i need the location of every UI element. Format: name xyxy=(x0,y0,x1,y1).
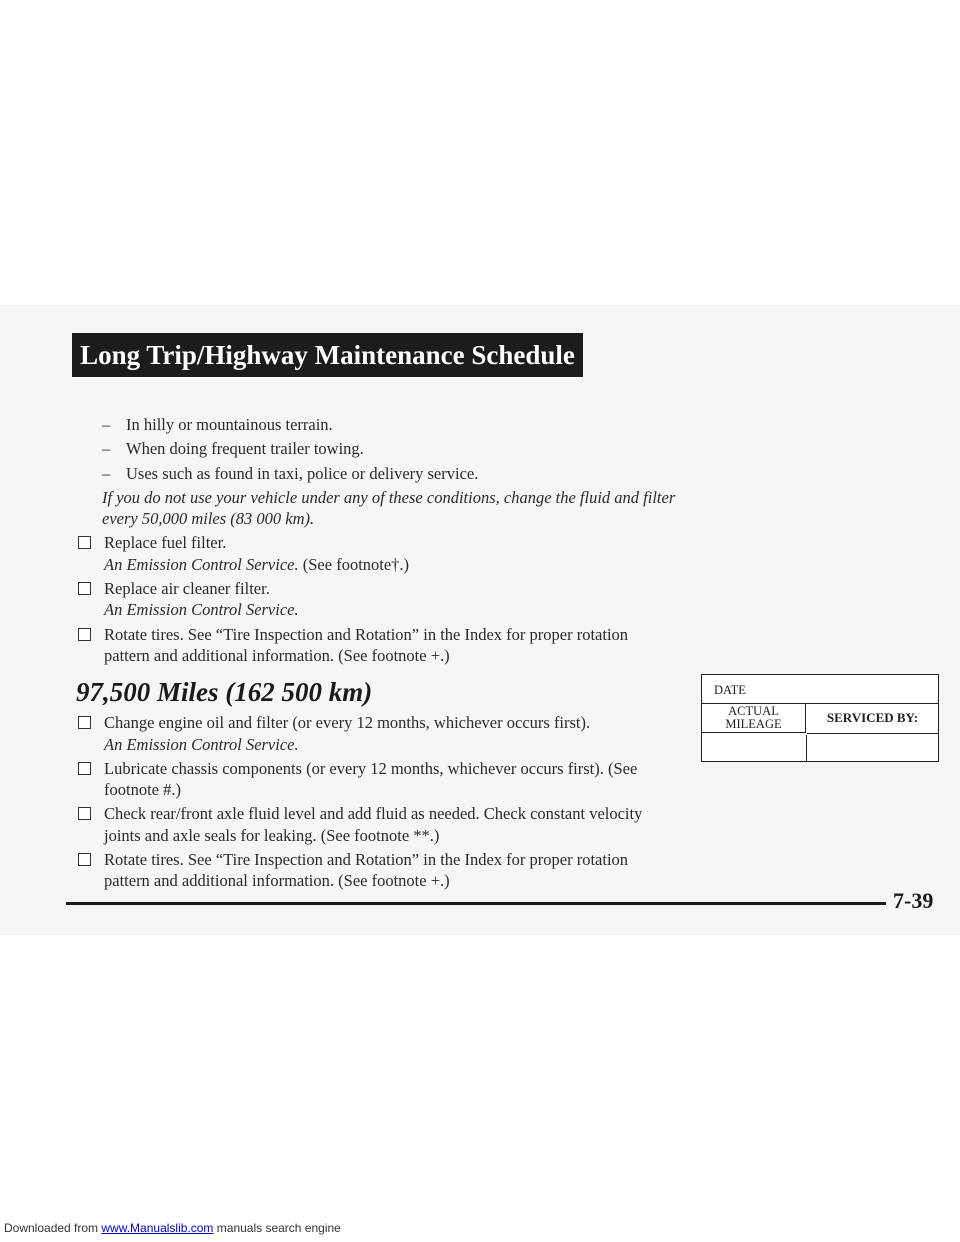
condition-text: Uses such as found in taxi, police or delivery service. xyxy=(126,463,479,483)
dash-bullet: – xyxy=(102,415,111,434)
emission-note: An Emission Control Service. xyxy=(104,554,299,574)
footnote-ref: (See footnote†.) xyxy=(298,554,410,574)
dash-bullet: – xyxy=(102,439,111,459)
download-footer xyxy=(4,1221,341,1235)
checklist-item xyxy=(76,532,676,575)
item-text: Replace air cleaner filter. xyxy=(104,579,270,599)
checklist-item xyxy=(76,849,676,892)
dash-bullet: – xyxy=(102,463,111,483)
checkbox-icon[interactable] xyxy=(78,628,91,641)
item-text: Rotate tires. See “Tire Inspection and Rotation” in the Index for proper rotation pattern and additional information. (See footnote +.) xyxy=(104,850,629,891)
page-title: Long Trip/Highway Maintenance Schedule xyxy=(72,333,583,377)
date-label: DATE xyxy=(714,683,746,697)
list-item xyxy=(76,414,676,435)
condition-text: In hilly or mountainous terrain. xyxy=(126,415,333,434)
manualslib-link[interactable]: www.Manualslib.com xyxy=(101,1221,214,1235)
serviced-by-header: SERVICED BY: xyxy=(807,703,938,734)
item-text: Rotate tires. See “Tire Inspection and Rotation” in the Index for proper rotation pattern and additional information. (See footnote +.) xyxy=(104,624,629,665)
checklist-item xyxy=(76,578,676,621)
mileage-header xyxy=(702,703,806,733)
checkbox-icon[interactable] xyxy=(78,853,91,866)
footer-prefix: Downloaded from xyxy=(4,1221,102,1235)
list-item xyxy=(76,463,676,484)
checklist-item xyxy=(76,803,676,846)
item-text: Check rear/front axle fluid level and add fluid as needed. Check constant velocity joints and axle seals for leaking. (See footnote **.) xyxy=(104,804,643,845)
footer-rule xyxy=(66,902,886,905)
checkbox-icon[interactable] xyxy=(78,582,91,595)
condition-text: When doing frequent trailer towing. xyxy=(126,439,364,459)
checklist-item xyxy=(76,712,676,755)
item-text: Replace fuel filter. xyxy=(104,533,227,553)
item-text: Change engine oil and filter (or every 12 months, whichever occurs first). xyxy=(104,713,591,733)
serviced-by-field[interactable] xyxy=(807,735,938,761)
date-field[interactable] xyxy=(702,675,938,704)
emission-note: An Emission Control Service. xyxy=(104,734,299,754)
checkbox-icon[interactable] xyxy=(78,762,91,775)
checklist-item xyxy=(76,624,676,667)
emission-note: An Emission Control Service. xyxy=(104,600,299,620)
checklist-item xyxy=(76,758,676,801)
item-text: Lubricate chassis components (or every 12 months, whichever occurs first). (See footnote #.) xyxy=(104,758,638,800)
checkbox-icon[interactable] xyxy=(78,716,91,729)
checkbox-icon[interactable] xyxy=(78,807,91,820)
page-body xyxy=(76,414,676,892)
checkbox-icon[interactable] xyxy=(78,536,91,549)
section-heading: 97,500 Miles (162 500 km) xyxy=(76,677,373,708)
fluid-note: If you do not use your vehicle under any of these conditions, change the fluid and filter every 50,000 miles (83 000 km). xyxy=(102,487,676,529)
service-record-table xyxy=(701,674,939,762)
mileage-label-line2: MILEAGE xyxy=(725,717,782,731)
mileage-label-line1: ACTUAL xyxy=(728,704,779,718)
list-item xyxy=(76,438,676,459)
page-number: 7-39 xyxy=(893,888,934,913)
footer-suffix: manuals search engine xyxy=(213,1221,341,1235)
mileage-field[interactable] xyxy=(702,735,807,761)
